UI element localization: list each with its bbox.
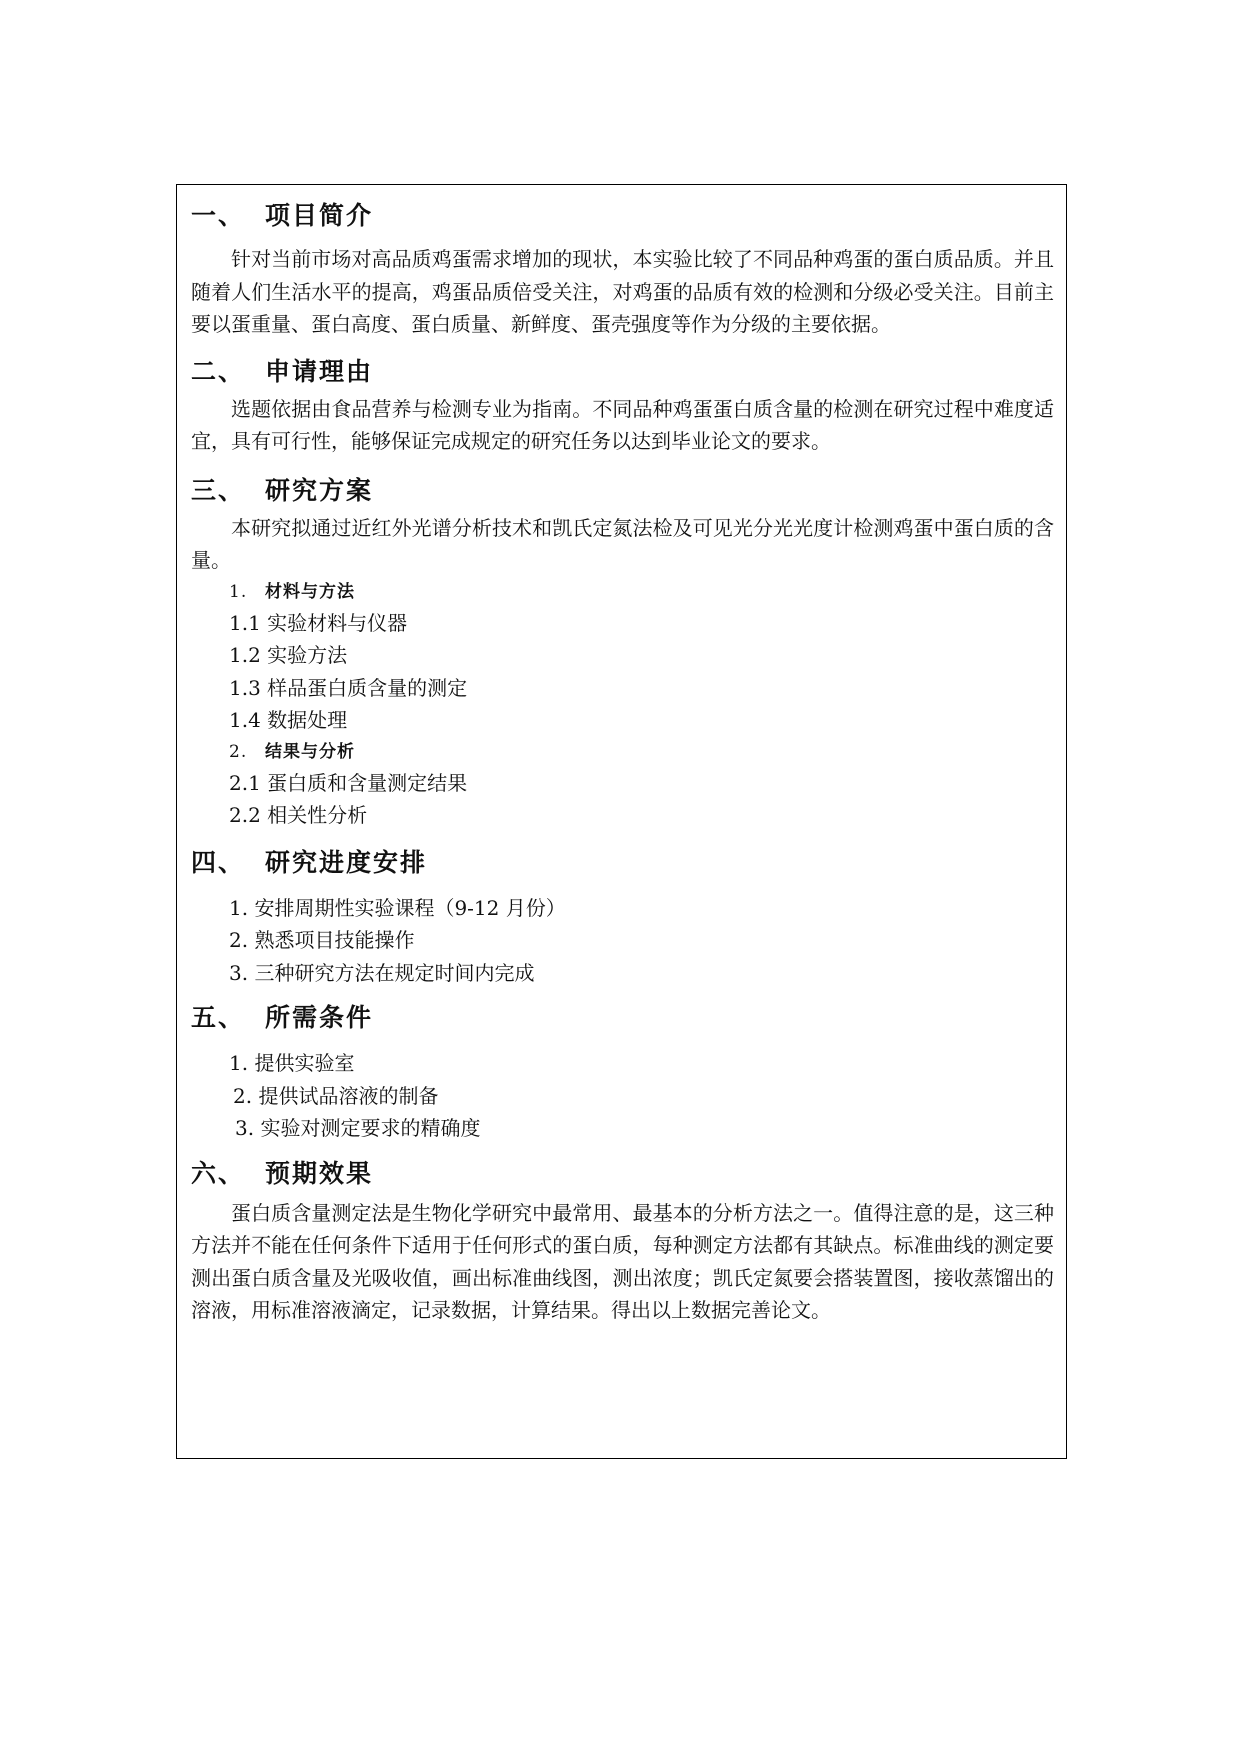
list-item: 2. 提供试品溶液的制备 bbox=[233, 1083, 439, 1108]
section-title: 研究方案 bbox=[265, 475, 374, 505]
section-title: 项目简介 bbox=[265, 201, 374, 230]
section-number: 一、 bbox=[191, 201, 246, 230]
list-item: 1.2 实验方法 bbox=[229, 643, 348, 667]
section-heading-requirements bbox=[191, 1001, 1054, 1035]
subheading-results-analysis: 2. 结果与分析 bbox=[229, 741, 355, 762]
section-heading-project-intro bbox=[191, 199, 1054, 233]
list-item: 1.1 实验材料与仪器 bbox=[229, 610, 408, 635]
list-item: 2. 熟悉项目技能操作 bbox=[229, 928, 415, 952]
list-item: 1.3 样品蛋白质含量的测定 bbox=[229, 675, 468, 700]
section-number: 四、 bbox=[191, 847, 246, 877]
list-item: 2.1 蛋白质和含量测定结果 bbox=[229, 770, 468, 795]
list-item: 1. 提供实验室 bbox=[229, 1051, 355, 1075]
section-paragraph: 选题依据由食品营养与检测专业为指南。不同品种鸡蛋蛋白质含量的检测在研究过程中难度适宜，具有可行性，能够保证完成规定的研究任务以达到毕业论文的要求。 bbox=[191, 396, 1054, 453]
section-number: 二、 bbox=[191, 356, 246, 386]
section-title: 研究进度安排 bbox=[265, 847, 428, 877]
section-title: 申请理由 bbox=[265, 356, 374, 386]
section-paragraph: 针对当前市场对高品质鸡蛋需求增加的现状，本实验比较了不同品种鸡蛋的蛋白质品质。并且随着人们生活水平的提高，鸡蛋品质倍受关注，对鸡蛋的品质有效的检测和分级必受关注。目前主要以蛋重量、蛋白高度、蛋白质量、新鲜度、蛋壳强度等作为分级的主要依据。 bbox=[191, 247, 1054, 336]
subheading-materials-methods: 1. 材料与方法 bbox=[229, 581, 355, 602]
list-item: 3. 三种研究方法在规定时间内完成 bbox=[229, 960, 535, 985]
section-number: 五、 bbox=[191, 1003, 246, 1032]
proposal-form-frame bbox=[176, 184, 1067, 1459]
list-item: 3. 实验对测定要求的精确度 bbox=[235, 1116, 481, 1140]
section-heading-schedule bbox=[191, 846, 1054, 880]
section-heading-expected-effect bbox=[191, 1157, 1054, 1191]
schedule-list bbox=[191, 892, 1054, 990]
requirements-list bbox=[191, 1047, 1054, 1145]
section-number: 六、 bbox=[191, 1158, 246, 1188]
section-paragraph: 蛋白质含量测定法是生物化学研究中最常用、最基本的分析方法之一。值得注意的是，这三种方法并不能在任何条件下适用于任何形式的蛋白质，每种测定方法都有其缺点。标准曲线的测定要测出蛋白质含量及光吸收值，画出标准曲线图，测出浓度；凯氏定氮要会搭装置图，接收蒸馏出的溶液，用标准溶液滴定，记录数据，计算结果。得出以上数据完善论文。 bbox=[191, 1200, 1054, 1322]
list-item: 1.4 数据处理 bbox=[229, 708, 348, 732]
list-item: 1. 安排周期性实验课程（9-12 月份） bbox=[229, 895, 566, 920]
section-paragraph: 本研究拟通过近红外光谱分析技术和凯氏定氮法检及可见光分光光度计检测鸡蛋中蛋白质的含量。 bbox=[191, 515, 1054, 572]
section-title: 预期效果 bbox=[265, 1158, 374, 1188]
list-item: 2.2 相关性分析 bbox=[229, 803, 368, 827]
section-title: 所需条件 bbox=[265, 1003, 374, 1032]
form-content bbox=[191, 199, 1054, 1327]
section-number: 三、 bbox=[191, 475, 246, 505]
section-heading-research-plan bbox=[191, 474, 1054, 508]
section-heading-reason bbox=[191, 355, 1054, 389]
